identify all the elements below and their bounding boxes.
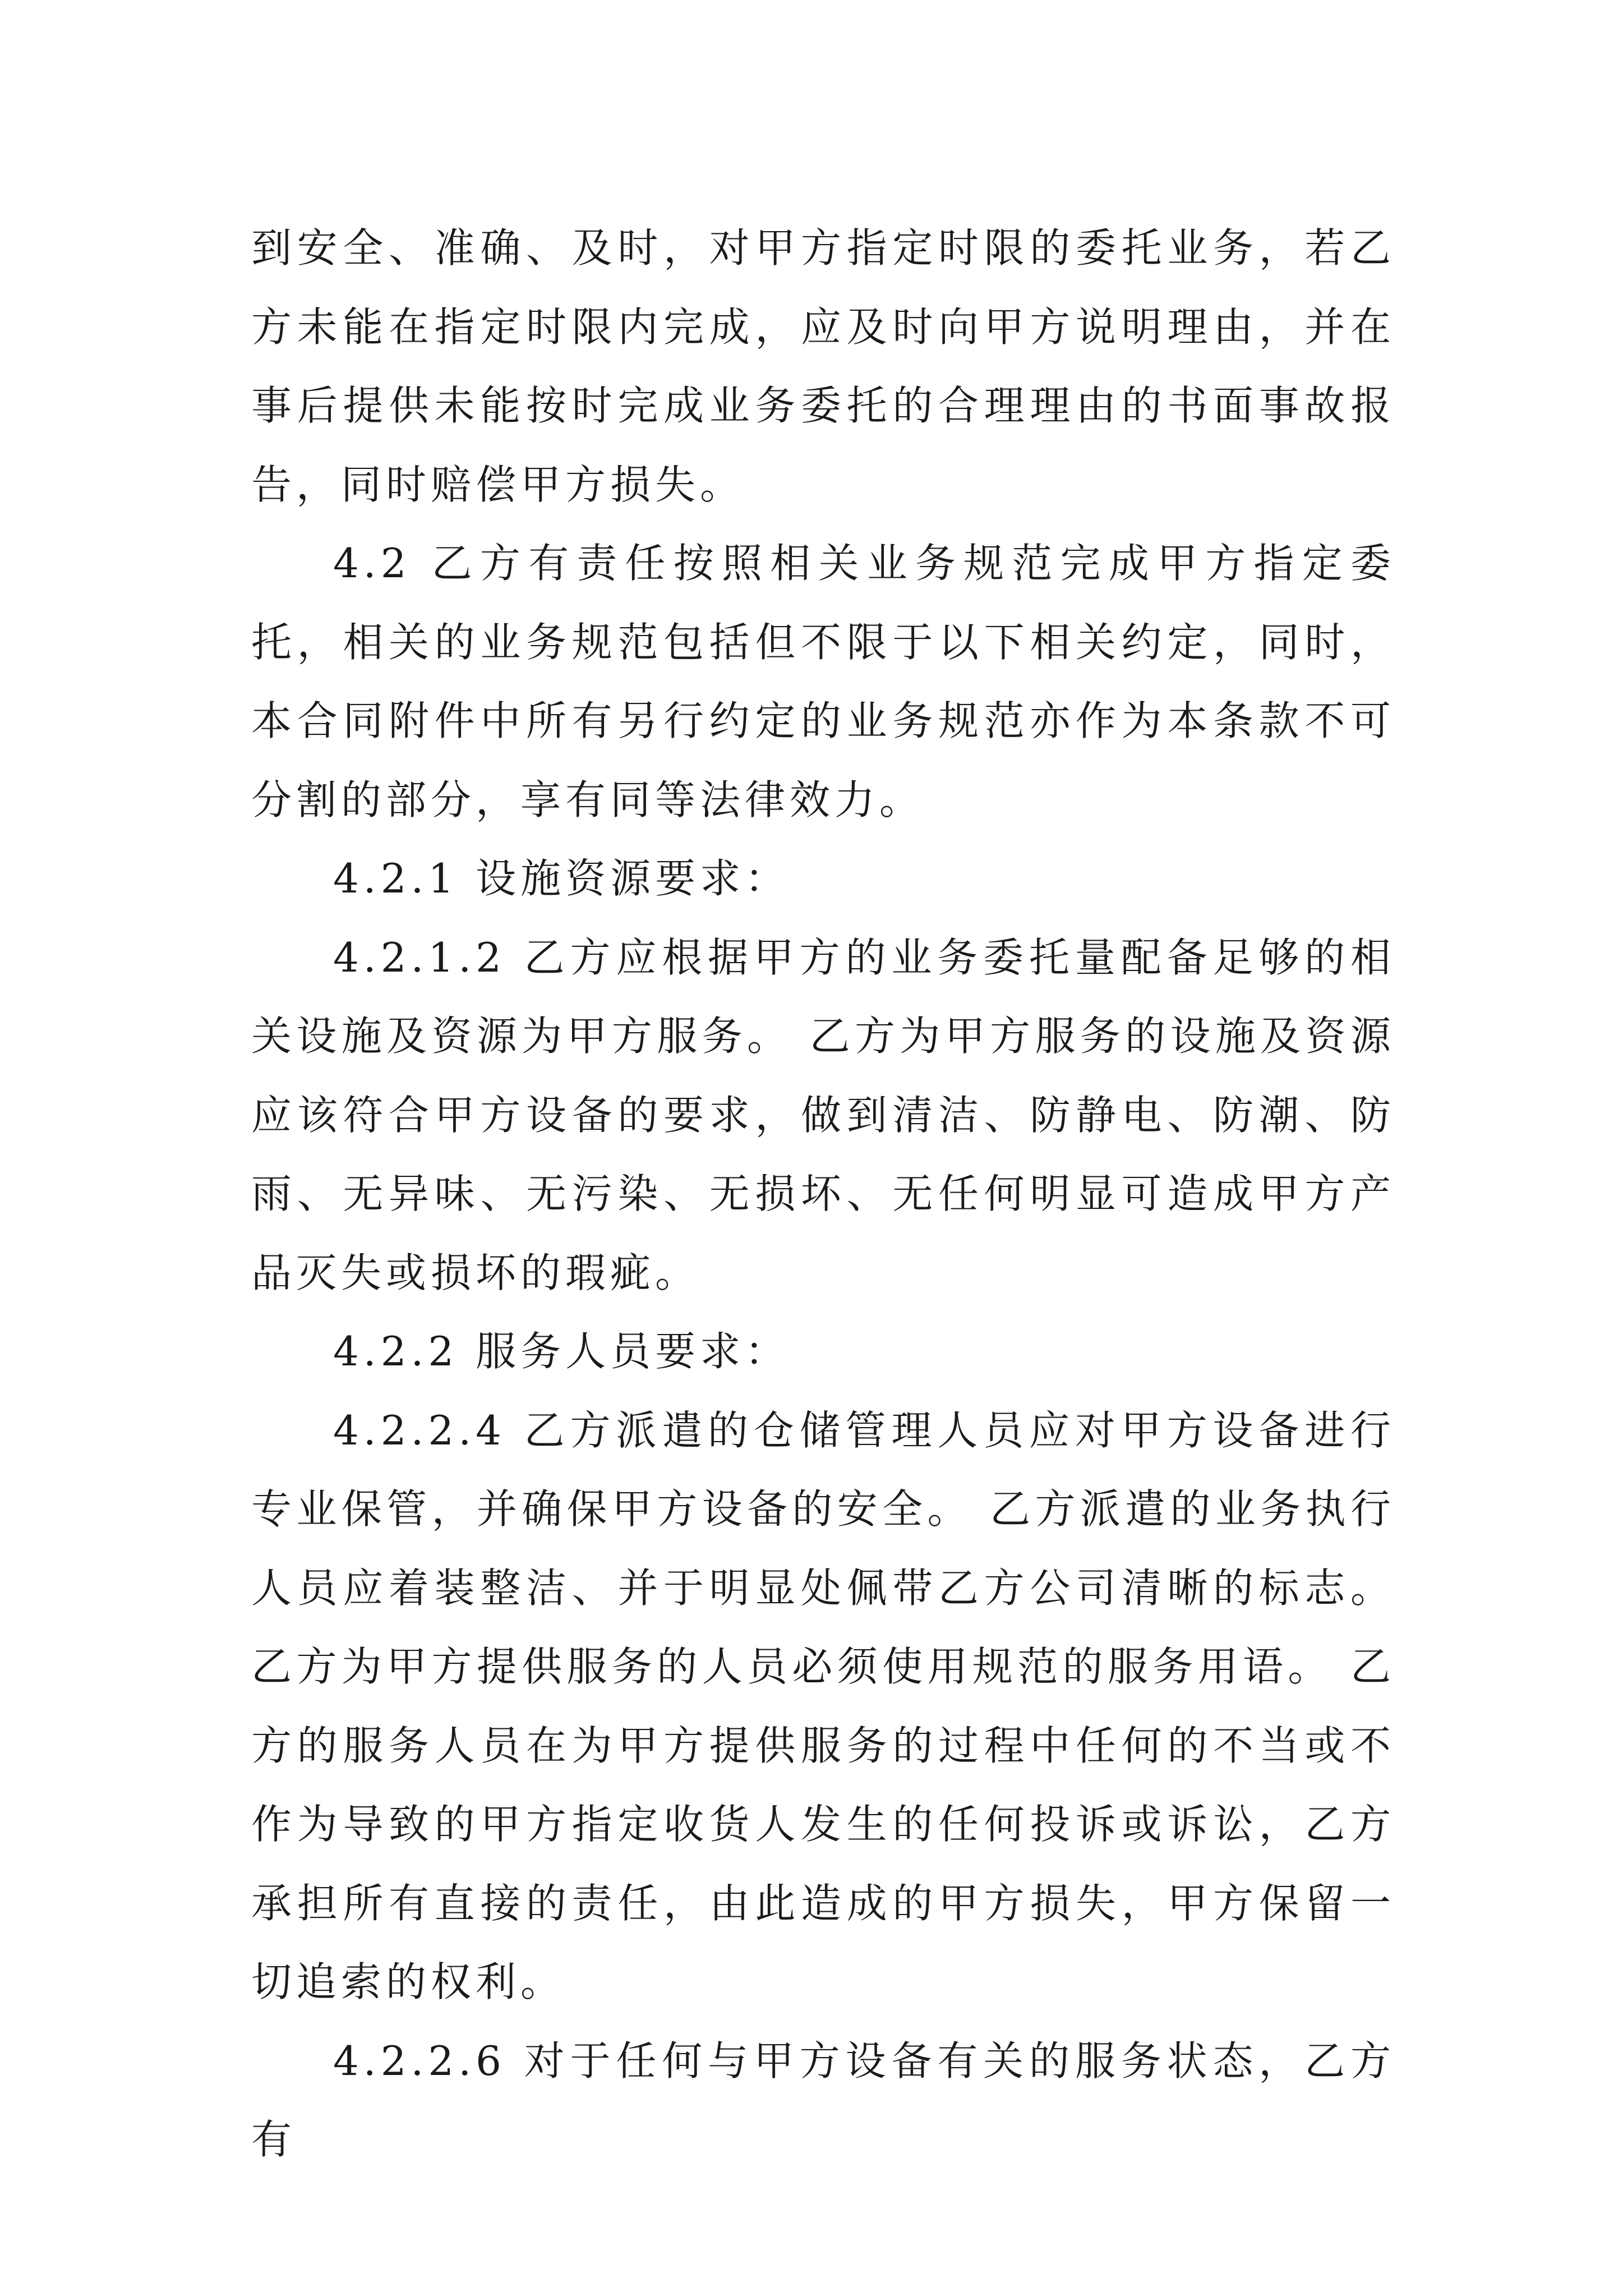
heading-4-2-1: 4.2.1 设施资源要求： <box>333 855 790 902</box>
paragraph-4-2-1-2: 4.2.1.2 乙方应根据甲方的业务委托量配备足够的相关设施及资源为甲方服务。 乙方为甲方服务的设施及资源应该符合甲方设备的要求，做到清洁、防静电、防潮、防雨、无异味、无污染、无损坏、无任何明显可造成甲方产品灭失或损坏的瑕疵。 <box>251 933 1395 1296</box>
heading-4-2-2: 4.2.2 服务人员要求： <box>333 1328 790 1375</box>
paragraph-4-2-2-4: 4.2.2.4 乙方派遣的仓储管理人员应对甲方设备进行专业保管，并确保甲方设备的安全。 乙方派遣的业务执行人员应着装整洁、并于明显处佩带乙方公司清晰的标志。 乙方为甲方提供服务的人员必须使用规范的服务用语。 乙方的服务人员在为甲方提供服务的过程中任何的不当或不作为导致的甲方指定收货人发生的任何投诉或诉讼，乙方承担所有直接的责任，由此造成的甲方损失，甲方保留一切追索的权利。 <box>251 1406 1395 2005</box>
paragraph-continuation: 到安全、准确、及时，对甲方指定时限的委托业务，若乙方未能在指定时限内完成，应及时向甲方说明理由，并在事后提供未能按时完成业务委托的合理理由的书面事故报告，同时赔偿甲方损失。 <box>251 224 1395 508</box>
paragraph-4-2: 4.2 乙方有责任按照相关业务规范完成甲方指定委托，相关的业务规范包括但不限于以下相关约定，同时，本合同附件中所有另行约定的业务规范亦作为本条款不可分割的部分，享有同等法律效力。 <box>251 540 1395 823</box>
contract-text-body <box>251 209 1395 2179</box>
paragraph-4-2-2-6: 4.2.2.6 对于任何与甲方设备有关的服务状态，乙方有 <box>251 2037 1395 2163</box>
